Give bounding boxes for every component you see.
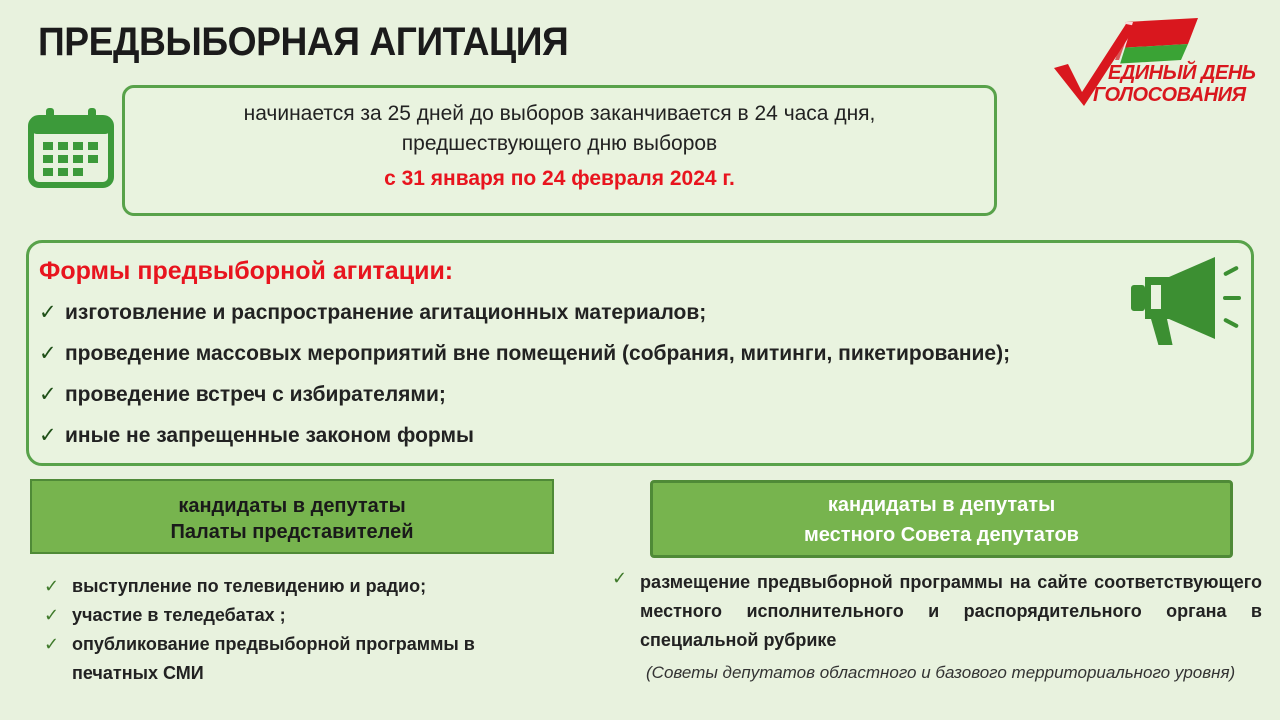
period-line1: начинается за 25 дней до выборов заканчивается в 24 часа дня, [243,102,876,125]
candidates-local-box [650,480,1233,558]
calendar-icon [28,106,114,188]
check-icon: ✓ [44,634,60,654]
list-item: ✓ опубликование предвыборной программы в печатных СМИ [44,630,564,688]
check-icon: ✓ [44,605,60,625]
forms-list [39,299,1010,463]
list-item: ✓ участие в теледебатах ; [44,601,564,630]
list-item: ✓ проведение встреч с избирателями; [39,381,1010,422]
candidates-local-line2: местного Совета депутатов [804,524,1079,546]
candidates-local-list [612,568,1262,655]
candidates-house-list [44,572,564,688]
period-dates: с 31 января по 24 февраля 2024 г. [384,167,735,190]
candidates-house-box [30,479,554,554]
check-icon: ✓ [44,576,60,596]
candidates-house-line2: Палаты представителей [170,521,414,543]
page-title: ПРЕДВЫБОРНАЯ АГИТАЦИЯ [38,20,569,64]
check-icon: ✓ [39,424,57,447]
election-logo [1048,14,1258,110]
logo-text-line1: ЕДИНЫЙ ДЕНЬ [1108,62,1256,84]
megaphone-icon [1127,255,1247,345]
candidates-local-line1: кандидаты в депутаты [827,494,1056,516]
list-item: ✓ изготовление и распространение агитационных материалов; [39,299,1010,340]
check-icon: ✓ [39,301,57,324]
forms-heading: Формы предвыборной агитации: [39,257,454,285]
candidates-local-note: (Советы депутатов областного и базового территориального уровня) [646,663,1236,682]
list-item: ✓ выступление по телевидению и радио; [44,572,564,601]
list-item: ✓ проведение массовых мероприятий вне помещений (собрания, митинги, пикетирование); [39,340,1010,381]
check-icon: ✓ [39,383,57,406]
period-box [122,85,997,216]
candidates-local-item: размещение предвыборной программы на сайте соответствующего местного исполнительного и распорядительного органа в специальной рубрике [640,572,1262,650]
list-item: ✓ иные не запрещенные законом формы [39,422,1010,463]
logo-text-line2: ГОЛОСОВАНИЯ [1093,84,1246,106]
candidates-house-line1: кандидаты в депутаты [178,495,406,517]
list-item [612,568,1262,655]
forms-box [26,240,1254,466]
check-icon: ✓ [39,342,57,365]
check-icon: ✓ [612,568,628,588]
period-line2: предшествующего дню выборов [401,132,718,155]
